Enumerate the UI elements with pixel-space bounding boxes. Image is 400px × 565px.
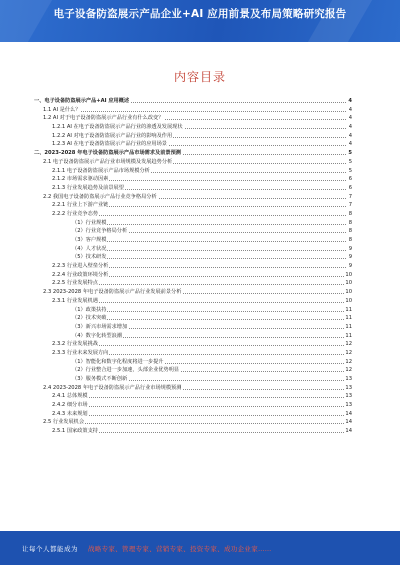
toc-entry-label: 2.1.1 电子设备防盗展示产品市场规模分析 (34, 167, 151, 176)
toc-entry-label: 一、电子设备防盗展示产品+AI 应用概述 (34, 98, 130, 104)
toc-entry-page: 8 (348, 228, 352, 235)
toc-entry[interactable] (34, 340, 352, 349)
toc-entry-label: 2.1 电子设备防盗展示产品行业市场规模及发展趋势分析 (34, 158, 173, 167)
toc-entry-page: 4 (348, 106, 352, 113)
toc-entry-label: （3）客户规模 (34, 236, 107, 245)
toc-entry-page: 4 (348, 115, 352, 122)
toc-entry-label: （1）行业规模 (34, 219, 107, 228)
toc-entry-label: 2.2.5 行业发展特点 (34, 279, 99, 288)
toc-entry[interactable] (34, 375, 352, 384)
toc-entry-page: 14 (345, 419, 352, 426)
toc-entry[interactable] (34, 219, 352, 228)
toc-entry[interactable] (34, 279, 352, 288)
toc-entry-label: 1.1 AI 是什么？ (34, 106, 81, 115)
toc-entry-label: 2.1.3 行业发展趋势及前景展望 (34, 184, 125, 193)
toc-entry-page: 8 (348, 210, 352, 217)
toc-entry[interactable] (34, 184, 352, 193)
toc-entry[interactable] (34, 358, 352, 367)
toc-entry-label: 1.2.2 AI 对电子设备防盗展示产品行业的影响及作用 (34, 132, 173, 141)
toc-entry[interactable] (34, 271, 352, 280)
toc-entry[interactable] (34, 253, 352, 262)
toc-entry[interactable] (34, 106, 352, 115)
toc-entry-label: 2.2.2 行业竞争态势 (34, 210, 99, 219)
toc-entry-label: 二、2023-2028 年电子设备防盗展示产品市场需求及前景预测 (34, 150, 181, 157)
toc-entry-page: 13 (345, 393, 352, 400)
toc-entry-label: 1.2.1 AI 在电子设备防盗展示产品行业的渗透及发展现状 (34, 123, 184, 132)
toc-entry-page: 12 (345, 367, 352, 374)
toc-entry[interactable] (34, 349, 352, 358)
toc-entry[interactable] (34, 384, 352, 393)
toc-entry-label: 1.2.3 AI 在电子设备防盗展示产品行业的应用场景 (34, 140, 168, 149)
toc-entry-page: 9 (348, 263, 352, 270)
toc-entry[interactable] (34, 158, 352, 167)
toc-entry-label: （4）人才状况 (34, 245, 107, 254)
toc-entry-label: （2）技术突破 (34, 314, 107, 323)
toc-entry-page: 7 (348, 193, 352, 200)
toc-entry-page: 12 (345, 349, 352, 356)
report-title: 电子设备防盗展示产品企业+AI 应用前景及布局策略研究报告 (53, 8, 347, 20)
toc-entry-page: 12 (345, 358, 352, 365)
toc-entry-page: 14 (345, 410, 352, 417)
toc-entry-label: （3）服务模式不断创新 (34, 375, 128, 384)
toc-entry[interactable] (34, 97, 352, 106)
toc-entry[interactable] (34, 297, 352, 306)
toc-entry-page: 9 (348, 254, 352, 261)
toc-entry-label: 2.2 我国电子设备防盗展示产品行业竞争格局分析 (34, 193, 158, 202)
table-of-contents (34, 97, 352, 436)
toc-entry-page: 10 (345, 271, 352, 278)
toc-entry[interactable] (34, 167, 352, 176)
toc-entry-label: 2.3 2023-2028 年电子设备防盗展示产品行业发展前景分析 (34, 288, 182, 297)
toc-entry-label: 2.4 2023-2028 年电子设备防盗展示产品行业市场规模预测 (34, 384, 182, 393)
toc-entry-page: 11 (345, 332, 352, 339)
toc-entry-label: 1.2 AI 对于电子设备防盗展示产品行业有什么改变？ (34, 114, 164, 123)
toc-entry-page: 13 (345, 376, 352, 382)
toc-entry-page: 4 (348, 132, 352, 139)
toc-entry-page: 10 (345, 289, 352, 296)
toc-entry[interactable] (34, 314, 352, 323)
footer-highlight-text: 战略专家、管理专家、营销专家、投资专家、成功企业家…… (88, 544, 272, 553)
toc-entry[interactable] (34, 427, 352, 436)
toc-entry-page: 5 (348, 158, 352, 165)
toc-entry-label: 2.3.3 行业未来发展方向 (34, 349, 109, 358)
toc-entry-page: 12 (345, 341, 352, 348)
toc-entry-page: 11 (345, 306, 352, 313)
toc-entry-page: 6 (348, 184, 352, 191)
toc-entry-page: 5 (348, 150, 352, 157)
toc-entry-label: （2）行业竞争格局分析 (34, 227, 128, 236)
toc-entry-page: 11 (345, 315, 352, 322)
footer-lead-text: 让每个人都能成为 (22, 544, 78, 553)
toc-entry[interactable] (34, 193, 352, 202)
toc-entry-label: （4）数字化转型浪潮 (34, 332, 123, 341)
toc-entry[interactable] (34, 175, 352, 184)
toc-entry-label: 2.2.4 行业政策环境分析 (34, 271, 109, 280)
toc-entry-page: 4 (348, 141, 352, 148)
toc-entry-label: 2.5.1 国家政策支持 (34, 427, 99, 436)
toc-entry[interactable] (34, 262, 352, 271)
toc-entry-label: 2.3.2 行业发展挑战 (34, 340, 99, 349)
toc-entry[interactable] (34, 236, 352, 245)
toc-entry-label: 2.1.2 市场需求驱动因素 (34, 175, 109, 184)
toc-entry[interactable] (34, 288, 352, 297)
toc-entry[interactable] (34, 201, 352, 210)
toc-entry-label: 2.4.1 总体规模 (34, 392, 89, 401)
toc-entry[interactable] (34, 245, 352, 254)
toc-entry-label: （2）行业整合进一步加速，头部企业优势明显 (34, 366, 180, 375)
toc-entry-page: 11 (345, 323, 352, 330)
toc-entry[interactable] (34, 306, 352, 315)
toc-entry[interactable] (34, 332, 352, 341)
footer-banner (0, 531, 400, 565)
toc-heading: 内容目录 (173, 70, 226, 84)
toc-entry[interactable] (34, 210, 352, 219)
toc-entry[interactable] (34, 227, 352, 236)
toc-entry[interactable] (34, 366, 352, 375)
toc-entry-label: （1）政策扶持 (34, 306, 107, 315)
toc-entry[interactable] (34, 410, 352, 419)
toc-entry[interactable] (34, 401, 352, 410)
toc-entry-page: 13 (345, 384, 352, 391)
toc-entry-page: 10 (345, 297, 352, 304)
toc-entry-page: 7 (348, 202, 352, 209)
toc-entry-label: 2.2.1 行业上下游产业链 (34, 201, 109, 210)
toc-entry-page: 4 (348, 98, 352, 104)
toc-entry[interactable] (34, 392, 352, 401)
toc-entry-page: 8 (348, 219, 352, 226)
toc-entry-page: 5 (348, 167, 352, 174)
toc-entry-label: 2.2.3 行业进入壁垒分析 (34, 262, 109, 271)
toc-entry-page: 14 (345, 428, 352, 435)
toc-entry-label: （1）智能化和数字化程度将进一步提升 (34, 358, 165, 367)
toc-entry-label: 2.3.1 行业发展机遇 (34, 297, 99, 306)
toc-entry[interactable] (34, 123, 352, 132)
toc-entry-label: 2.5 行业发展机会 (34, 418, 85, 427)
toc-entry[interactable] (34, 149, 352, 158)
toc-entry-label: 2.4.2 细分市场 (34, 401, 89, 410)
report-header-banner (0, 0, 400, 42)
toc-entry[interactable] (34, 418, 352, 427)
toc-entry[interactable] (34, 140, 352, 149)
toc-entry-page: 8 (348, 237, 352, 243)
toc-entry-page: 13 (345, 402, 352, 409)
toc-entry-label: （3）新兴市场需求增加 (34, 323, 128, 332)
toc-entry[interactable] (34, 323, 352, 332)
toc-entry-page: 10 (345, 280, 352, 287)
toc-entry-page: 6 (348, 176, 352, 183)
toc-entry-label: （5）技术研发 (34, 253, 107, 262)
toc-entry-page: 4 (348, 124, 352, 131)
toc-entry-page: 9 (348, 245, 352, 252)
toc-entry[interactable] (34, 114, 352, 123)
toc-entry-label: 2.4.3 未来规划 (34, 410, 89, 419)
toc-entry[interactable] (34, 132, 352, 141)
